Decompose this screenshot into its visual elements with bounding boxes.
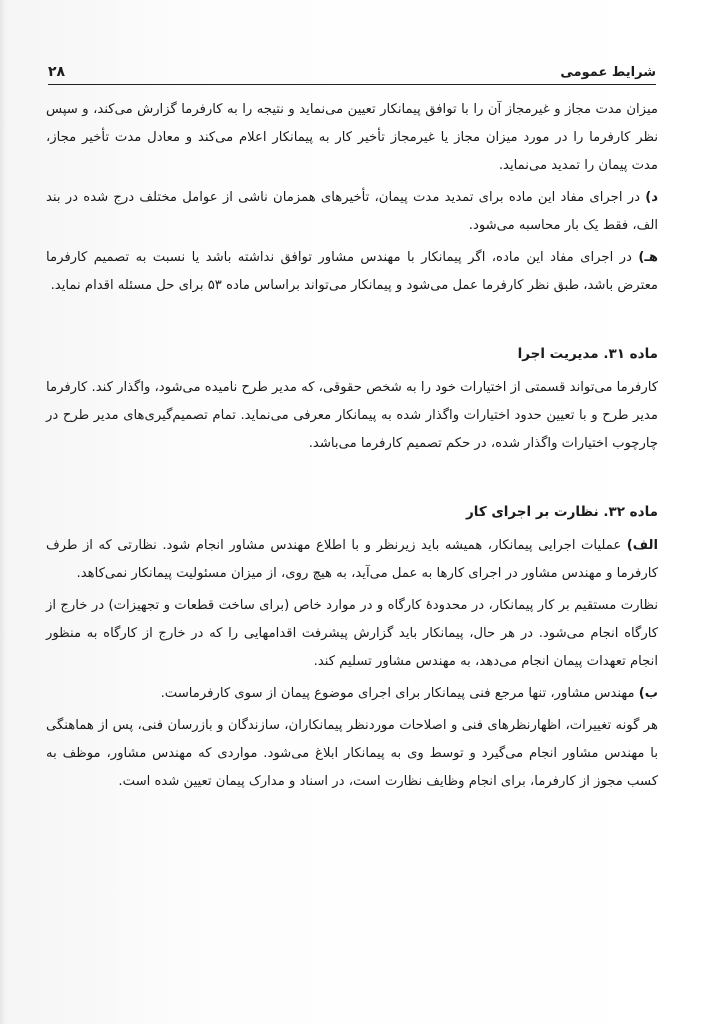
page-number: ۲۸	[48, 64, 66, 80]
article-32-heading: ماده ۳۲. نظارت بر اجرای کار	[466, 504, 658, 520]
clause-h	[46, 244, 658, 300]
clause-alef-label: الف)	[626, 538, 658, 553]
clause-alef-text: عملیات اجرایی پیمانکار، همیشه باید زیرنظر و با اطلاع مهندس مشاور انجام شود. نظارتی که از طرف کارفرما و مهندس مشاور در اجرای کارها به عمل می‌آید، به هیچ روی، از میزان مسئولیت پیمانکار نمی‌کاهد.	[46, 538, 658, 581]
clause-d-label: د)	[645, 190, 658, 205]
clause-h-label: هـ)	[638, 250, 658, 265]
header-divider	[48, 84, 656, 85]
supervision-paragraph: نظارت مستقیم بر کار پیمانکار، در محدودهٔ کارگاه و در موارد خاص (برای ساخت قطعات و تجهیزات) در خارج از کارگاه انجام می‌شود. در هر حال، پیمانکار باید گزارش پیشرفت اقدامهایی را که در خارج از کارگاه به منظور انجام تعهدات پیمان انجام می‌دهد، به مهندس مشاور تسلیم کند.	[46, 598, 658, 669]
running-header-title: شرایط عمومی	[560, 65, 656, 80]
page-body	[46, 96, 658, 796]
running-header	[48, 58, 656, 80]
paragraph-continuation: میزان مدت مجاز و غیرمجاز آن را با توافق پیمانکار تعیین می‌نماید و نتیجه را به کارفرما گزارش می‌کند، و سپس نظر کارفرما را در مورد میزان مجاز یا غیرمجاز تأخیر کار به پیمانکار اعلام می‌کند و معادل مدت تأخیر مجاز، مدت پیمان را تمدید می‌نماید.	[46, 102, 658, 173]
clause-d	[46, 184, 658, 240]
clause-be-label: ب)	[638, 686, 658, 701]
article-31-paragraph: کارفرما می‌تواند قسمتی از اختیارات خود را به شخص حقوقی، که مدیر طرح نامیده می‌شود، واگذار کند. کارفرما مدیر طرح و با تعیین حدود اختیارات واگذار شده به پیمانکار معرفی می‌نماید. تمام تصمیم‌گیری‌های مدیر طرح در چارچوب اختیارات واگذار شده، در حکم تصمیم کارفرما می‌باشد.	[46, 380, 658, 451]
clause-be-text: مهندس مشاور، تنها مرجع فنی پیمانکار برای اجرای موضوع پیمان از سوی کارفرماست.	[160, 686, 639, 701]
clause-be	[46, 680, 658, 708]
changes-paragraph: هر گونه تغییرات، اظهارنظرهای فنی و اصلاحات موردنظر پیمانکاران، سازندگان و بازرسان فنی، پس از هماهنگی با مهندس مشاور انجام می‌گیرد و توسط وی به پیمانکار ابلاغ می‌شود. مواردی که مهندس مشاور، موظف به کسب مجوز از کارفرما، برای انجام وظایف نظارت است، در اسناد و مدارک پیمان تعیین شده است.	[46, 718, 658, 789]
clause-h-text: در اجرای مفاد این ماده، اگر پیمانکار با مهندس مشاور توافق نداشته باشد یا نسبت به تصمیم کارفرما معترض باشد، طبق نظر کارفرما عمل می‌شود و پیمانکار می‌تواند براساس ماده ۵۳ برای حل مسئله اقدام نماید.	[46, 250, 658, 293]
page-edge-shadow	[0, 0, 6, 1024]
article-31-heading: ماده ۳۱. مدیریت اجرا	[517, 346, 658, 362]
clause-alef	[46, 532, 658, 588]
clause-d-text: در اجرای مفاد این ماده برای تمدید مدت پیمان، تأخیرهای همزمان ناشی از عوامل مختلف درج شده در بند الف، فقط یک بار محاسبه می‌شود.	[46, 190, 658, 233]
